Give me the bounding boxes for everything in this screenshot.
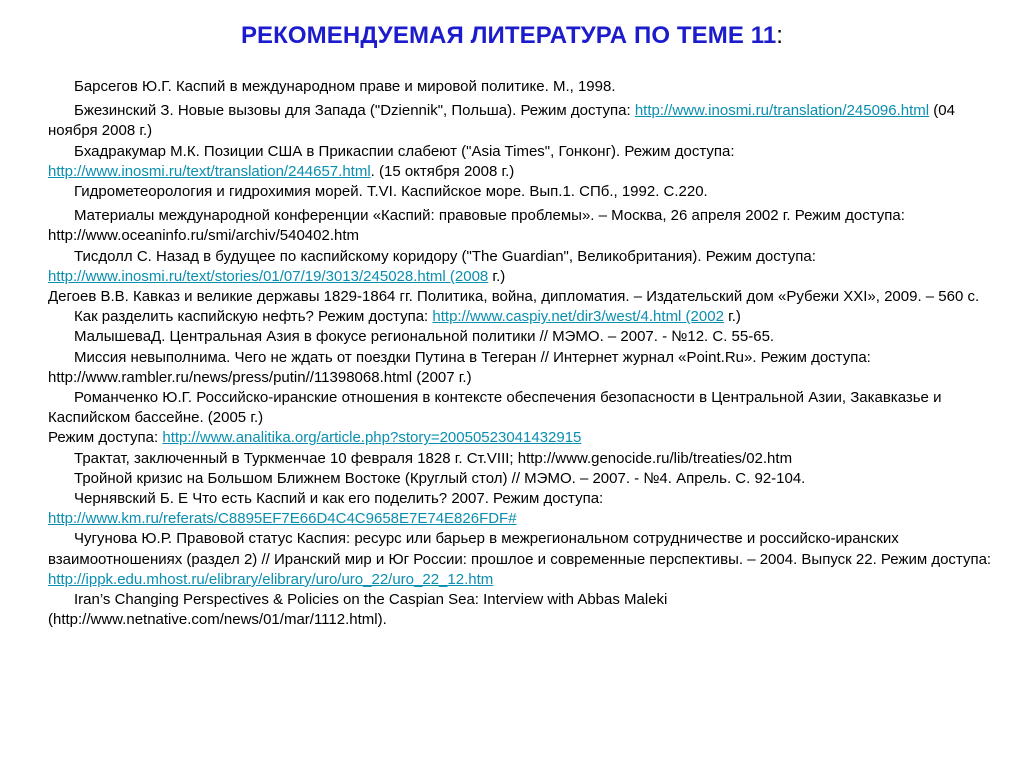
reference-text: Как разделить каспийскую нефть? Режим доступа: — [74, 308, 433, 326]
reference-text: Бжезинский З. Новые вызовы для Запада ("Dziennik", Польша). Режим доступа: — [74, 102, 635, 120]
reference-item-8 — [48, 307, 1008, 327]
reference-text-after: г.) — [488, 267, 506, 285]
reference-item-15 — [48, 489, 1008, 529]
reference-text: Режим доступа: — [48, 429, 163, 447]
reference-item-1 — [48, 77, 1008, 97]
reference-text: Тройной кризис на Большом Ближнем Востоке (Круглый стол) // МЭМО. – 2007. - №4. Апрель. С. 92-104. — [74, 469, 806, 487]
reference-text-after: (04 ноября 2008 г.) — [48, 102, 955, 140]
reference-text: Миссия невыполнима. Чего не ждать от поездки Путина в Тегеран // Интернет журнал «Point.Ru». Режим доступа: http://www.rambler.ru/news/press/putin//11398068.html (2007 г.) — [48, 348, 871, 386]
reference-item-14 — [48, 469, 1008, 489]
reference-link[interactable]: http://www.inosmi.ru/text/stories/01/07/19/3013/245028.html (2008 — [48, 267, 489, 285]
reference-text: Барсегов Ю.Г. Каспий в международном праве и мировой политике. М., 1998. — [74, 78, 616, 95]
reference-item-10 — [48, 348, 1008, 388]
title-colon: : — [776, 22, 784, 49]
reference-item-13 — [48, 449, 1008, 469]
reference-text: Iran’s Changing Perspectives & Policies on the Caspian Sea: Interview with Abbas Maleki (http://www.netnative.com/news/01/mar/1112.html). — [48, 591, 668, 629]
reference-link[interactable]: http://ippk.edu.mhost.ru/elibrary/elibrary/uro/uro_22/uro_22_12.htm — [48, 570, 494, 588]
reference-item-2 — [48, 101, 1008, 141]
reference-text: Тисдолл С. Назад в будущее по каспийскому коридору ("The Guardian", Великобритания). Режим доступа: — [74, 247, 816, 265]
title-text: РЕКОМЕНДУЕМАЯ ЛИТЕРАТУРА ПО ТЕМЕ 11 — [240, 22, 777, 49]
reference-link[interactable]: http://www.inosmi.ru/text/translation/244657.html — [48, 162, 371, 180]
reference-link[interactable]: http://www.caspiy.net/dir3/west/4.html (2002 — [432, 308, 724, 326]
reference-link[interactable]: http://www.inosmi.ru/translation/245096.html — [634, 102, 930, 120]
reference-text: Чугунова Ю.Р. Правовой статус Каспия: ресурс или барьер в межрегиональном сотрудничестве и российско-иранских взаимоотношениях (раздел 2) // Иранский мир и Юг России: прошлое и современные перспективы. – 2004. Выпуск 22. Режим доступа: — [48, 530, 992, 568]
reference-item-4 — [48, 182, 1008, 202]
reference-list — [48, 75, 1008, 630]
reference-text: Гидрометеорология и гидрохимия морей. Т.VI. Каспийское море. Вып.1. СПб., 1992. С.220. — [74, 183, 708, 201]
reference-item-6 — [48, 247, 1008, 287]
reference-item-5 — [48, 206, 1008, 246]
reference-item-11 — [48, 388, 1008, 428]
reference-item-3 — [48, 142, 1008, 182]
reference-text-after: г.) — [723, 308, 741, 326]
reference-text: МалышеваД. Центральная Азия в фокусе региональной политики // МЭМО. – 2007. - №12. С. 55-65. — [74, 328, 775, 346]
reference-item-9 — [48, 327, 1008, 347]
reference-link[interactable]: http://www.analitika.org/article.php?story=20050523041432915 — [162, 429, 582, 447]
reference-item-16 — [48, 529, 1008, 590]
reference-text: Чернявский Б. Е Что есть Каспий и как его поделить? 2007. Режим доступа: — [74, 490, 604, 508]
reference-text: Бхадракумар М.К. Позиции США в Прикаспии слабеют ("Asia Times", Гонконг). Режим доступа: — [74, 142, 735, 160]
reference-text: Трактат, заключенный в Туркменчае 10 февраля 1828 г. Ст.VIII; http://www.genocide.ru/lib/treaties/02.htm — [74, 449, 793, 467]
reference-link[interactable]: http://www.km.ru/referats/C8895EF7E66D4C4C9658E7E74E826FDF# — [48, 510, 517, 528]
page-title — [0, 22, 1024, 50]
reference-item-7 — [48, 287, 1008, 307]
reference-text: Материалы международной конференции «Каспий: правовые проблемы». – Москва, 26 апреля 2002 г. Режим доступа: http://www.oceaninfo.ru/smi/archiv/540402.htm — [48, 207, 905, 245]
reference-text: Романченко Ю.Г. Российско-иранские отношения в контексте обеспечения безопасности в Центральной Азии, Закавказье и Каспийском бассейне. (2005 г.) — [48, 389, 942, 427]
reference-text-after: . (15 октября 2008 г.) — [370, 162, 515, 180]
reference-item-17 — [48, 590, 1008, 630]
reference-text: Дегоев В.В. Кавказ и великие державы 1829-1864 гг. Политика, война, дипломатия. – Издательский дом «Рубежи XXI», 2009. – 560 с. — [48, 288, 980, 306]
reference-item-12 — [48, 428, 1008, 448]
